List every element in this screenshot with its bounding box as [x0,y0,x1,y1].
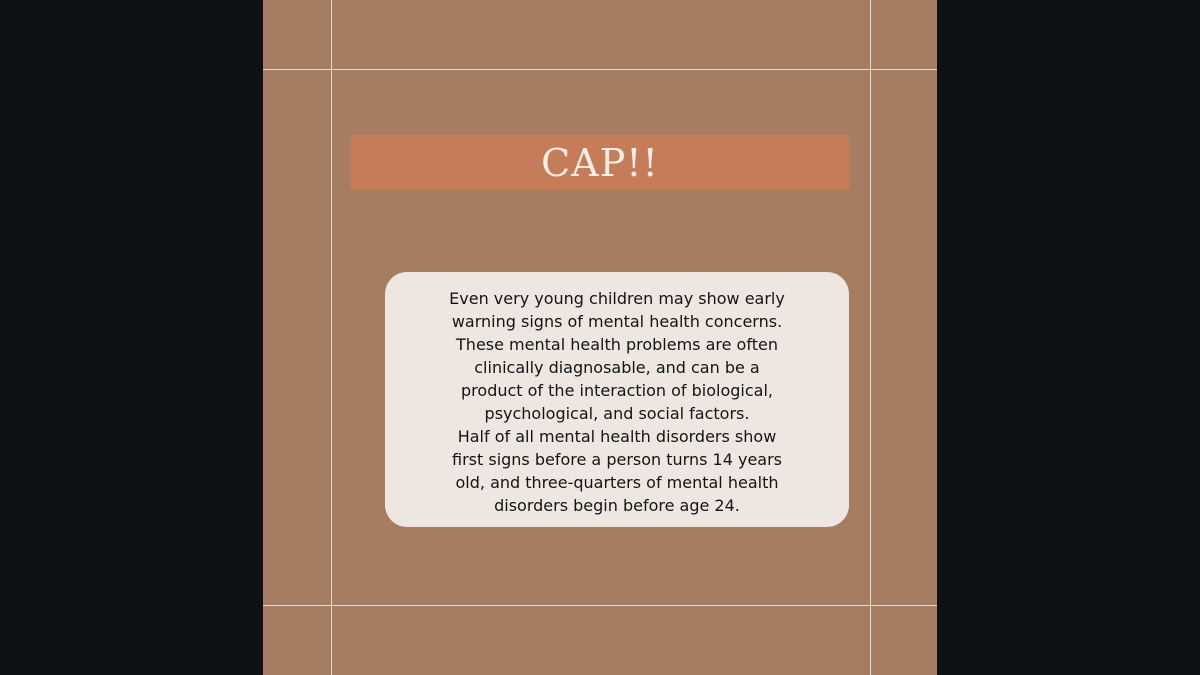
grid-line-right [870,0,871,675]
grid-line-left [331,0,332,675]
card-paragraph-1: Even very young children may show early warning signs of mental health concerns. These mental health problems are often clinically diagnosable, and can be a product of the interaction of biological, psychological, and social factors. [449,289,785,423]
title-band [351,135,849,190]
slide [263,0,937,675]
slide-title: CAP!! [541,140,659,185]
grid-line-top [263,69,937,70]
card-paragraph-2: Half of all mental health disorders show first signs before a person turns 14 years old, and three-quarters of mental health disorders begin before age 24. [452,427,782,515]
text-card [385,272,849,527]
grid-line-bottom [263,605,937,606]
